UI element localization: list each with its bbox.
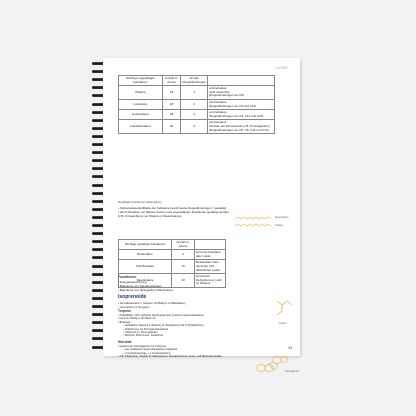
table1-header-cell: Anzahl Doppelbindungen [181, 76, 208, 86]
table1-cell: ω6-Fettsäure (Doppelbindungen am C9 und C12) [207, 99, 274, 109]
list-item: • kommen häufig in der Natur vor [118, 317, 156, 321]
chain-label-1: Stearinsäure [275, 216, 289, 219]
bullet: • Kohlenwasserstoffkette der Fettsäure besitzt keine Doppelbindungen = gesättigt [118, 206, 227, 210]
table1-header-cell: Anzahl C-Atome [162, 76, 181, 86]
table2-cell: Bestandteil vieler tierischer und pflanzlicher Lipide [195, 260, 226, 274]
table1-cell: 18 [162, 99, 181, 109]
saturated-bullets [118, 206, 230, 218]
isoprene-structure-icon [273, 291, 297, 323]
list-item: • Beispiele: [118, 320, 131, 324]
table2-header-cell: Wichtige gesättigte Fettsäuren [119, 240, 172, 250]
list-item: • Bausteine von Signalmolekülen [118, 284, 162, 288]
chain-label-2: Ölsäure [275, 224, 284, 227]
table-row [119, 250, 226, 260]
terpene-heading: Terpene [118, 309, 131, 313]
list-item: • z.B. Cholesterin, Vitamin D, Gallensäuren, Sexualhormone, Gluco- und Mineralcorticoide [118, 355, 222, 359]
list-item: • Grundbaustein = Isopren (2-Methyl-1,3-Butadien) [118, 301, 186, 305]
unsaturated-fatty-acids-table [118, 75, 275, 134]
table2-cell: Stearinsäure [119, 274, 172, 288]
list-item: • Bausteine von biologischen Membranen [118, 288, 174, 292]
table2-cell: Palmitinsäure [119, 260, 172, 274]
table2-header-cell [195, 240, 226, 250]
table-row [119, 110, 275, 120]
table2-header-cell: Anzahl C-Atome [172, 240, 195, 250]
table-row [119, 120, 275, 134]
list-subitem: – fettlösliche Vitamine A (Retinol), E (Tocopherol) und K (Phyllochinon) [123, 324, 204, 328]
table1-cell: 1 [181, 86, 208, 100]
funktionen-list [118, 280, 173, 292]
table1-cell: ω6-Fettsäure Vorstufe der Eicosanoide (z.B. Prostaglandin) (Doppelbindungen am C5, C8, C11 und C14) [207, 120, 274, 134]
table2-cell: 4 [172, 250, 195, 260]
page-number: 43 [288, 346, 292, 350]
table1-cell: Linolensäure [119, 110, 163, 120]
table-row [119, 99, 275, 109]
fatty-acid-chain-icon [235, 215, 275, 229]
list-subitem: – Dolichol (ca. 10-20 Isoprenbausteine) [123, 327, 169, 331]
table1-cell: 2 [181, 99, 208, 109]
steroide-heading: Steroide [118, 340, 132, 344]
table1-cell: 3 [181, 110, 208, 120]
table1-cell: Linolsäure [119, 99, 163, 109]
funktionen-heading: Funktionen [118, 275, 137, 279]
table2-cell: 18 [172, 274, 195, 288]
table2-cell: Buttersäure [119, 250, 172, 260]
isoprenoide-list [118, 301, 185, 309]
notebook-page [103, 58, 300, 373]
list-item: • unterteilt in 2 Gruppen [118, 305, 150, 309]
section-header: LIPIDE [276, 66, 288, 70]
table1-cell: 4 [181, 120, 208, 134]
isoprenoide-heading: Isoprenoide [118, 294, 147, 300]
table1-cell: 18 [162, 110, 181, 120]
table2-cell: wird durch Dehydrierung (-H2) zu Ölsäure [195, 274, 226, 288]
list-subitem: – 3 Cyclohexanringe + 1 Cyclopentanring [123, 351, 171, 355]
table1-cell: ω9-Fettsäure nicht essenziell (Doppelbindungen am C9) [207, 86, 274, 100]
table1-cell: ω3-Fettsäure (Doppelbindungen am C9, C12 und C15) [207, 110, 274, 120]
steroid-label: Steroidgerüst [285, 370, 300, 373]
list-subitem: – aus zyklisierten Isoprenbausteinen aufgebaut [123, 348, 178, 352]
list-item: • besitzen ein Steroidgerüst (17 C-Atome) [118, 345, 166, 348]
table1-header-cell [207, 76, 274, 86]
table1-cell: 20 [162, 120, 181, 134]
table2-cell: 16 [172, 260, 195, 274]
list-item: • ambefällige, nicht zyklische Isoprenpolymere (mehrere Isoprenbausteine) [118, 314, 204, 317]
table1-header-cell: Wichtige ungesättigte Fettsäuren [119, 76, 163, 86]
table-row [119, 260, 226, 274]
list-subitem: – Ubichinon (z. Atmungskette) [123, 331, 158, 335]
saturated-note: Gesättigte Fettsäuren (Alkansäure) [118, 200, 162, 204]
list-item: • Energiespeicherung [118, 280, 147, 284]
table2-cell: kürzeste Fettsäure aller Lipide [195, 250, 226, 260]
bullet: • durch Reaktion mit Wasser können aus ungesättigten Fettsäuren gesättigt werden (z.B. Umwandlung von Ölsäure in Stearinsäure) [118, 210, 230, 218]
steroide-list [118, 345, 248, 359]
terpene-list [118, 314, 204, 338]
table1-cell: 18 [162, 86, 181, 100]
list-subitem: – Menthol, Pheromone, Kautschuk [123, 334, 163, 338]
table1-cell: Arachidonsäure [119, 120, 163, 134]
table-row [119, 86, 275, 100]
isoprene-label: Isopren [279, 322, 287, 325]
table1-cell: Ölsäure [119, 86, 163, 100]
